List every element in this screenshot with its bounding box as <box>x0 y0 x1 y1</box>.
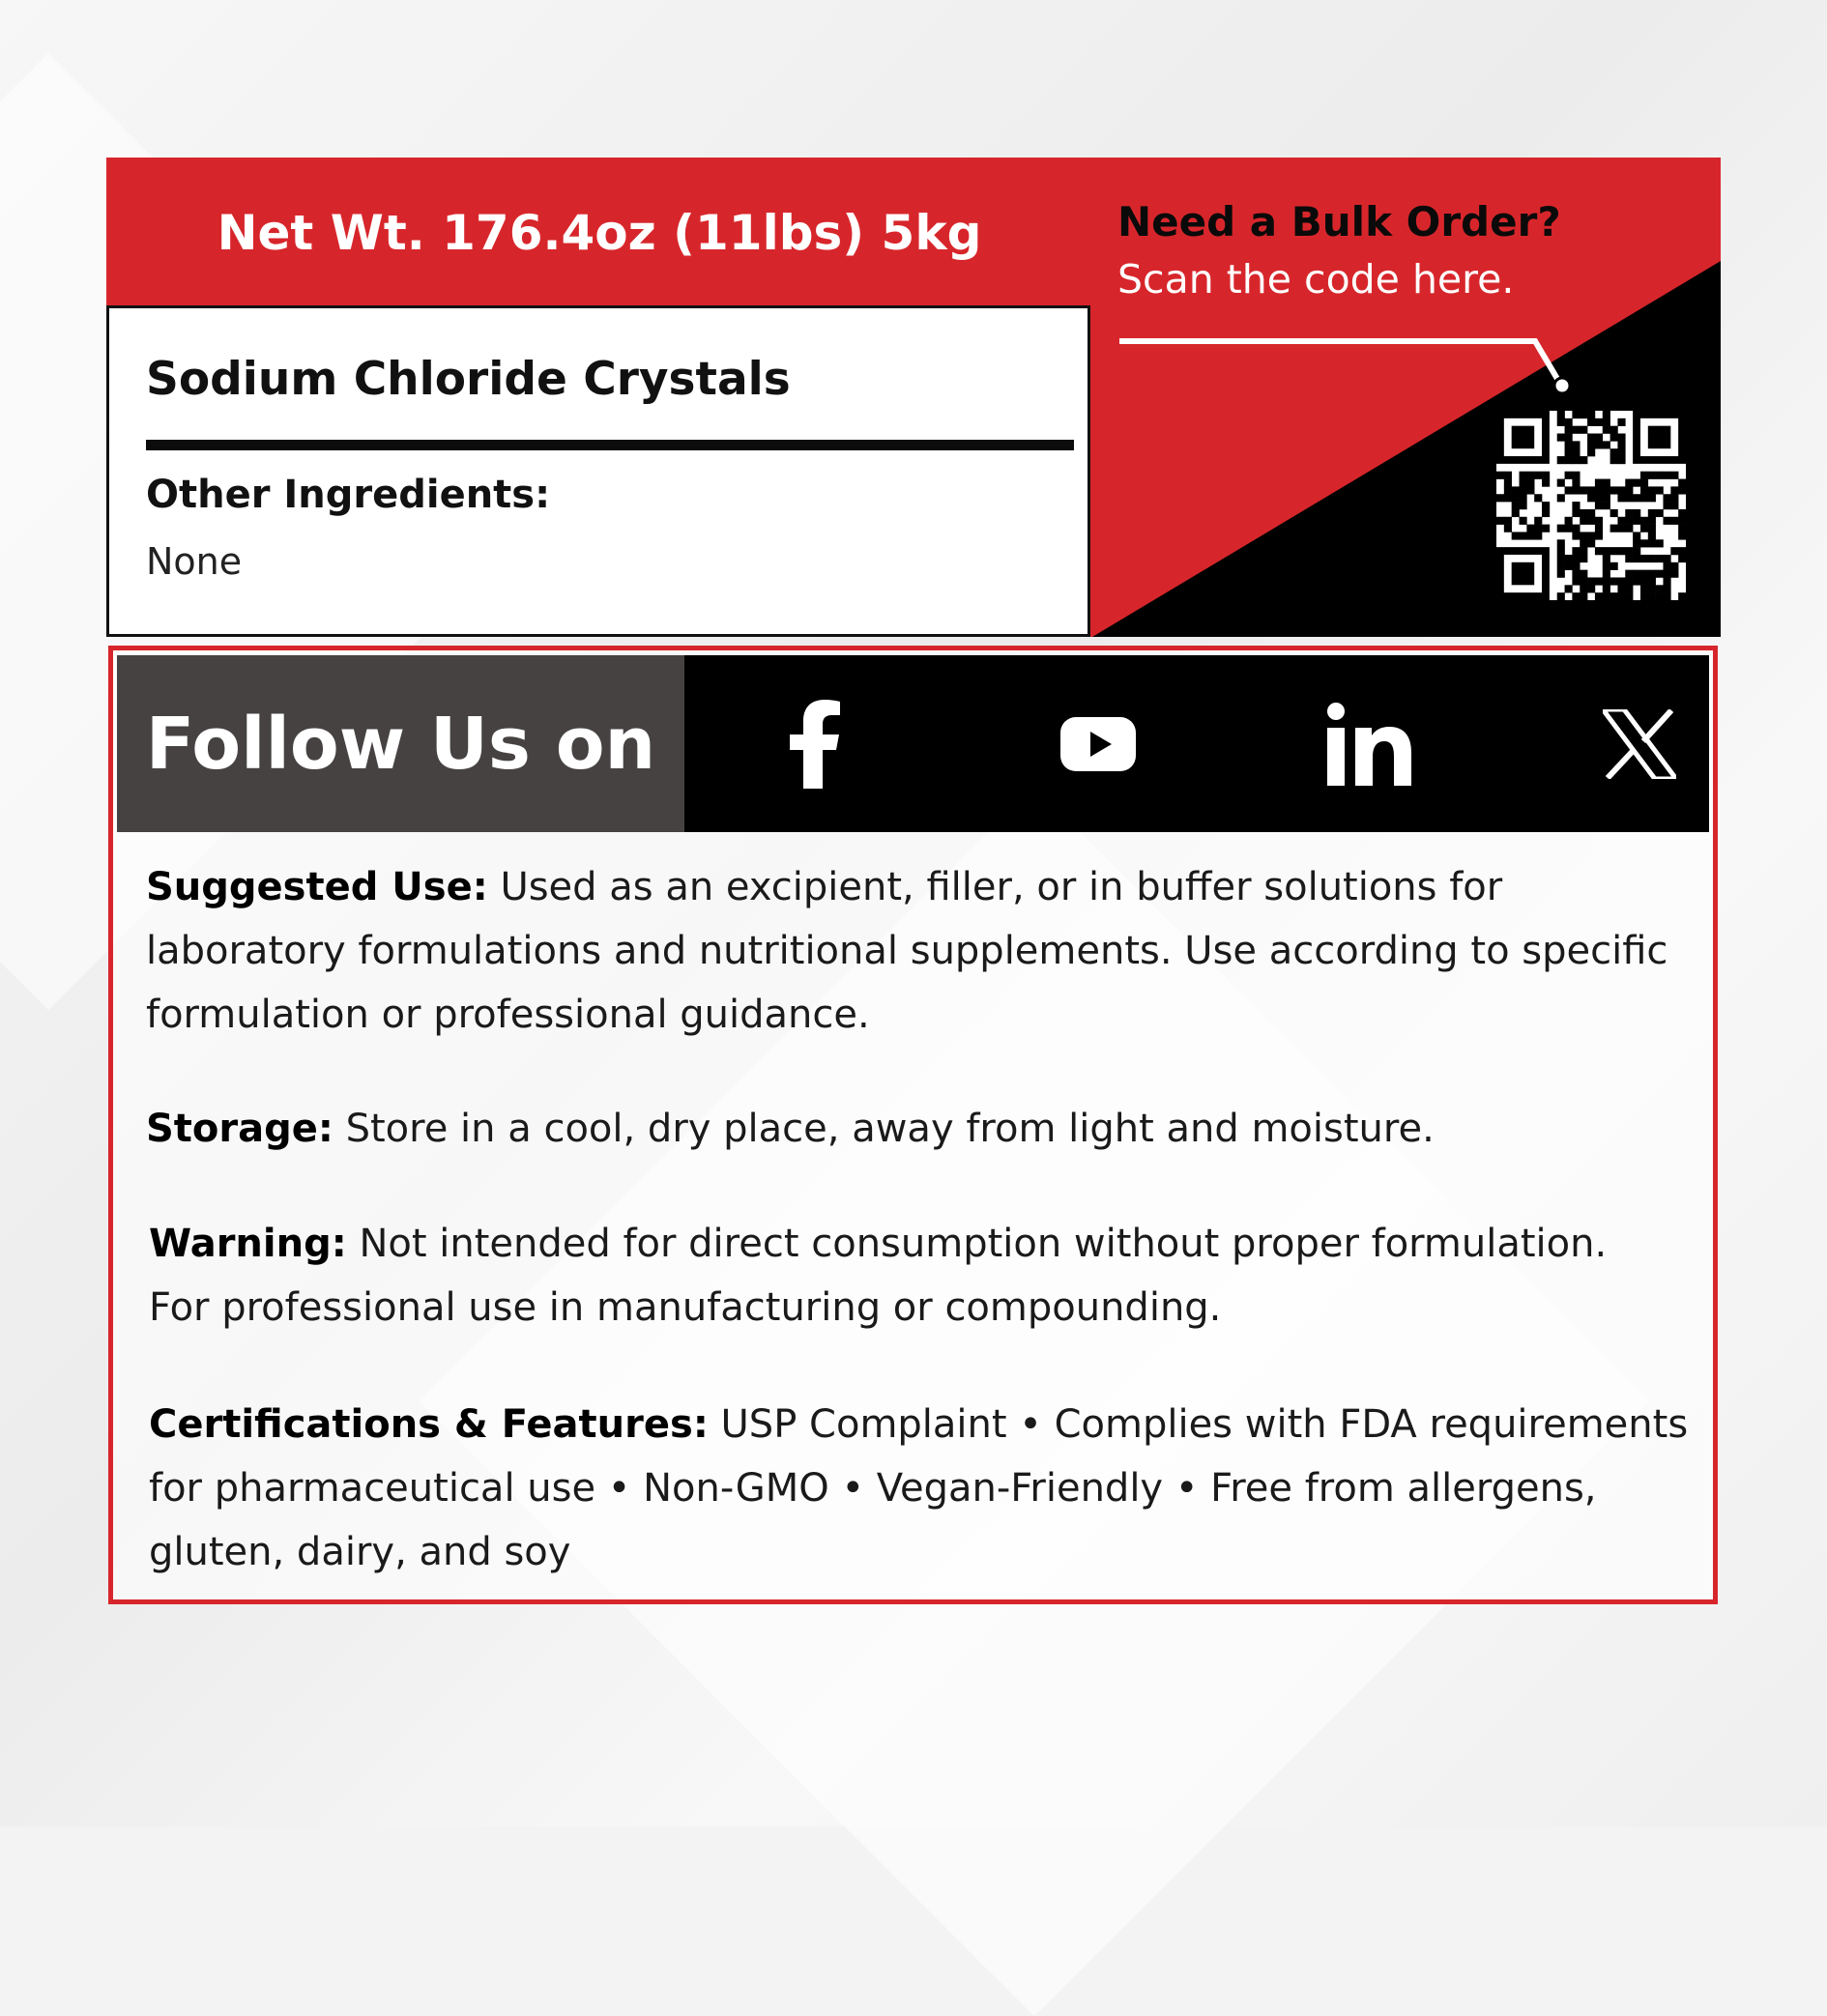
warning-label: Warning: <box>149 1222 347 1266</box>
label-top-panel <box>106 158 1721 637</box>
linkedin-link[interactable] <box>1316 655 1422 832</box>
youtube-icon <box>1060 717 1136 771</box>
net-weight: Net Wt. 176.4oz (11lbs) 5kg <box>217 204 982 261</box>
youtube-link[interactable] <box>1045 655 1151 832</box>
other-ingredients-value: None <box>146 540 243 583</box>
info-panel <box>108 646 1718 1604</box>
bulk-order-subtitle: Scan the code here. <box>1117 256 1515 302</box>
x-link[interactable] <box>1586 655 1693 832</box>
certifications <box>149 1393 1696 1584</box>
bulk-order-title: Need a Bulk Order? <box>1117 198 1561 245</box>
certifications-text: USP Complaint • Complies with FDA requirements for pharmaceutical use • Non-GMO • Vegan-Friendly • Free from allergens, gluten, dairy, and soy <box>149 1402 1689 1574</box>
warning-text-line1: Not intended for direct consumption without proper formulation. <box>359 1222 1608 1266</box>
storage <box>146 1097 1693 1161</box>
x-icon <box>1603 709 1676 779</box>
callout-line <box>106 158 1721 637</box>
storage-label: Storage: <box>146 1107 334 1151</box>
certifications-label: Certifications & Features: <box>149 1402 709 1447</box>
linkedin-icon <box>1326 703 1411 786</box>
storage-text: Store in a cool, dry place, away from light and moisture. <box>345 1107 1435 1151</box>
qr-code-icon[interactable] <box>1496 411 1686 600</box>
warning-text-line2: For professional use in manufacturing or compounding. <box>149 1285 1222 1330</box>
product-name: Sodium Chloride Crystals <box>146 353 791 406</box>
warning <box>149 1212 1696 1339</box>
suggested-use <box>146 855 1693 1047</box>
follow-bar <box>117 655 1709 832</box>
follow-label: Follow Us on <box>117 655 684 832</box>
suggested-use-text: Used as an excipient, filler, or in buffer solutions for laboratory formulations and nutritional supplements. Use according to specific formulation or professional guidance. <box>146 865 1668 1037</box>
suggested-use-label: Suggested Use: <box>146 865 488 909</box>
facebook-link[interactable] <box>763 655 869 832</box>
facebook-icon <box>790 700 842 789</box>
other-ingredients-label: Other Ingredients: <box>146 473 551 517</box>
